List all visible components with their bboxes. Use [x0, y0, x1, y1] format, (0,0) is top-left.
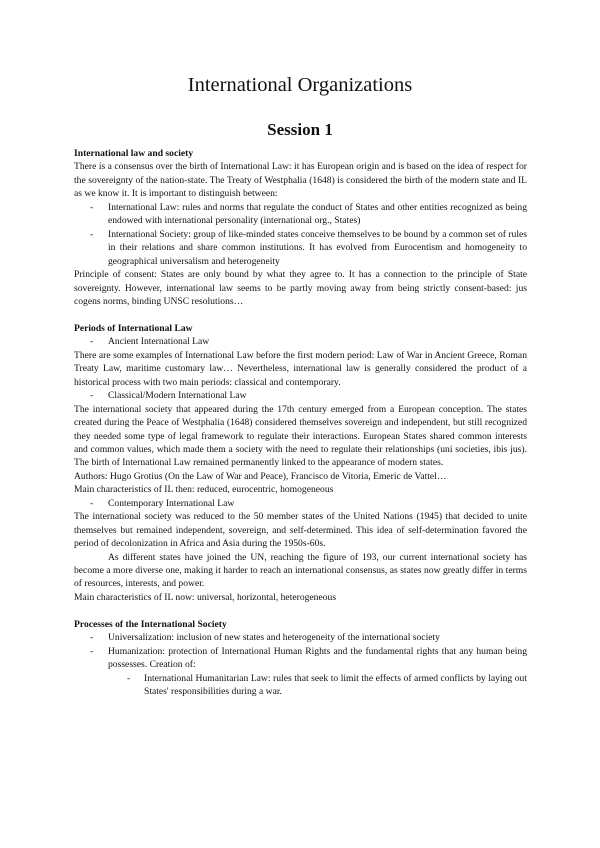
bullet-marker: -	[90, 336, 94, 348]
list-item	[74, 389, 527, 402]
paragraph: Main characteristics of IL then: reduced, eurocentric, homogeneous	[74, 484, 334, 496]
bullet-marker: -	[90, 201, 94, 213]
list-item	[74, 497, 527, 510]
bullet-marker: -	[90, 390, 94, 402]
bullet-marker: -	[127, 672, 131, 684]
bullet-marker: -	[90, 228, 94, 240]
list-item	[74, 228, 527, 268]
document-body	[74, 147, 527, 699]
bullet-marker: -	[90, 632, 94, 644]
list-item	[74, 335, 527, 348]
list-item	[74, 631, 527, 644]
session-heading: Session 1	[267, 120, 333, 139]
paragraph: There are some examples of International Law before the first modern period: Law of War in Ancient Greece, Roman Treaty Law, maritime customary law… Nevertheless, international law is generally considered the product of a historical process with two main periods: classical and contemporary.	[74, 349, 527, 388]
nested-list-item	[74, 672, 527, 699]
bullet-marker: -	[90, 645, 94, 657]
list-item-text: Humanization: protection of International Human Rights and the fundamental rights that any human being possesses. Creation of:	[108, 645, 527, 671]
paragraph: The international society was reduced to the 50 member states of the United Nations (1945) that decided to unite themselves but remained independent, sovereign, and self-determined. This idea of self-determination favored the period of decolonization in Africa and Asia during the 1950s-60s.	[74, 511, 527, 550]
paragraph: As different states have joined the UN, reaching the figure of 193, our current international society has become a more diverse one, making it harder to reach an international consensus, as states now greatly differ in terms of resources, interests, and power.	[74, 551, 527, 590]
list-item-text: Universalization: inclusion of new states and heterogeneity of the international society	[108, 632, 440, 644]
list-item-text: International Humanitarian Law: rules that seek to limit the effects of armed conflicts by laying out States' responsibilities during a war.	[144, 672, 527, 698]
paragraph: Main characteristics of IL now: universal, horizontal, heterogeneous	[74, 591, 337, 603]
list-item-text: Ancient International Law	[108, 336, 210, 348]
section-heading-processes-of-the-international-society: Processes of the International Society	[74, 618, 227, 630]
paragraph: Principle of consent: States are only bound by what they agree to. It has a connection to the principle of State sovereignty. However, international law seems to be partly moving away from being strictly consent-based: jus cogens norms, binding UNSC resolutions…	[74, 269, 527, 307]
spacer	[74, 604, 527, 617]
list-item-text: International Society: group of like-minded states conceive themselves to be bound by a common set of rules in their relations and share common institutions. It has evolved from Eurocentism and homogeneity to geographical universalism and heterogeneity	[108, 228, 527, 267]
list-item	[74, 645, 527, 672]
paragraph: The international society that appeared during the 17th century emerged from a European conception. The states created during the Peace of Westphalia (1648) considered themselves sovereign and independent, but still recognized they needed some type of legal framework to regulate their interactions. European States shared common interests and common values, which made them a society with the need to regulate their relationships (uni societies, ibis jus). The birth of International Law remained permanently linked to the appearance of modern states.	[74, 403, 527, 469]
section-heading-periods-of-international-law: Periods of International Law	[74, 322, 193, 334]
bullet-marker: -	[90, 497, 94, 509]
paragraph: There is a consensus over the birth of International Law: it has European origin and is based on the idea of respect for the sovereignty of the nation-state. The Treaty of Westphalia (1648) is considered the birth of the modern state and IL as we know it. It is important to distinguish between:	[74, 161, 527, 200]
paragraph: Authors: Hugo Grotius (On the Law of War and Peace), Francisco de Vitoria, Emeric de Vattel…	[74, 470, 447, 482]
list-item	[74, 201, 527, 228]
section-heading-international-law-and-society: International law and society	[74, 148, 194, 159]
list-item-text: Contemporary International Law	[108, 497, 235, 509]
list-item-text: International Law: rules and norms that regulate the conduct of States and other entities recognized as being endowed with international personality (international org., States)	[108, 201, 527, 227]
spacer	[74, 308, 527, 321]
list-item-text: Classical/Modern International Law	[108, 390, 247, 402]
document-title: International Organizations	[187, 74, 413, 96]
